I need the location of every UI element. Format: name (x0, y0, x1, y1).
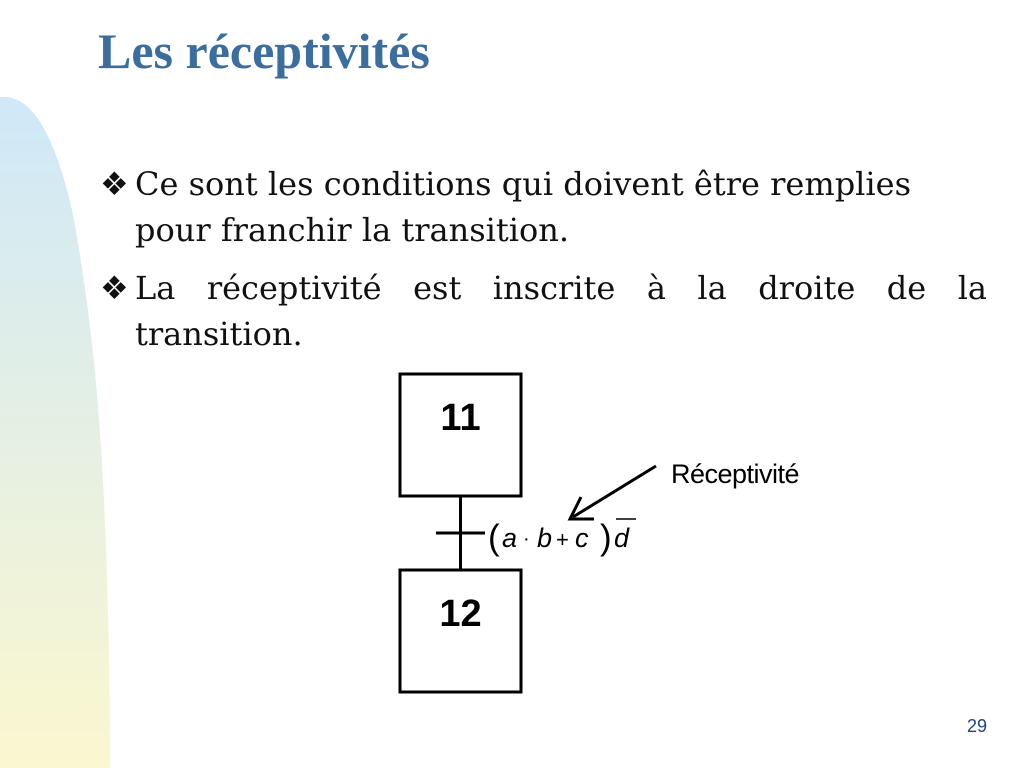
bullet-text: Ce sont les conditions qui doivent être remplies pour franchir la transition. (135, 165, 911, 249)
step-label: 12 (439, 593, 482, 635)
page-number: 29 (966, 716, 988, 736)
receptivity-label: Réceptivité (671, 459, 800, 489)
open-paren: ( (488, 518, 500, 557)
bullet-diamond-icon: ❖ (100, 165, 129, 203)
receptivity-arrow (573, 466, 656, 517)
step-label: 11 (440, 397, 481, 439)
var-d: d (614, 523, 630, 553)
close-paren: ) (600, 518, 612, 557)
var-b: b (537, 523, 553, 553)
bullet-diamond-icon: ❖ (100, 269, 129, 307)
var-a: a (502, 523, 518, 553)
receptivity-condition (488, 518, 636, 557)
or-plus: + (556, 527, 569, 552)
and-dot: · (523, 528, 530, 550)
var-c: c (575, 523, 589, 553)
bullet-text: La réceptivité est inscrite à la droite de la transition. (135, 269, 987, 353)
slide-title: Les réceptivités (98, 23, 430, 79)
